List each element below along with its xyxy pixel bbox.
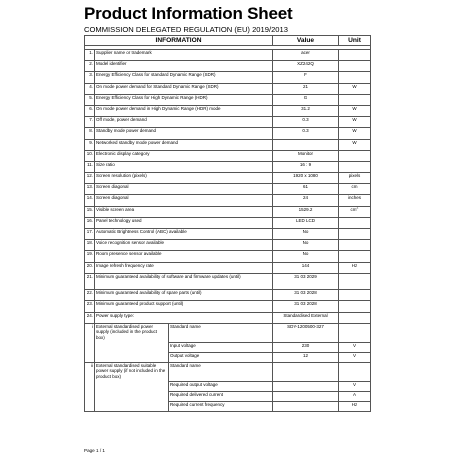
row-description: Minimum guaranteed availability of software and firmware updates (until) <box>95 273 273 290</box>
row-value: No <box>273 240 339 251</box>
row-unit <box>339 312 371 323</box>
row-number: 7. <box>85 117 95 128</box>
row-number: 16. <box>85 217 95 228</box>
row-unit: W <box>339 139 371 150</box>
table-row <box>85 290 371 301</box>
row-description: Energy Efficiency Class for standard Dynamic Range (SDR) <box>95 72 273 83</box>
row-value: G <box>273 94 339 105</box>
row-number: 15. <box>85 206 95 217</box>
table-row <box>85 105 371 116</box>
row-unit <box>339 61 371 72</box>
table-row <box>85 195 371 206</box>
row-value: 31 03 2028 <box>273 301 339 312</box>
row-unit: pixels <box>339 173 371 184</box>
row-unit <box>339 273 371 290</box>
row-number: 6. <box>85 105 95 116</box>
header-value: Value <box>273 36 339 46</box>
table-row <box>85 251 371 262</box>
row-number: 13. <box>85 184 95 195</box>
power-supply-field-value <box>273 381 339 391</box>
row-value: LED LCD <box>273 217 339 228</box>
row-value: acer <box>273 50 339 61</box>
table-row <box>85 273 371 290</box>
table-row <box>85 61 371 72</box>
power-supply-field-unit: V <box>339 381 371 391</box>
row-description: Minimum guaranteed availability of spare parts (until) <box>95 290 273 301</box>
power-supply-marker: i <box>85 323 95 362</box>
row-unit <box>339 290 371 301</box>
row-description: Screen resolution (pixels) <box>95 173 273 184</box>
row-value: 1920 x 1080 <box>273 173 339 184</box>
page-title: Product Information Sheet <box>84 4 293 23</box>
row-description: Minimum guaranteed product support (until) <box>95 301 273 312</box>
row-value: 1529.2 <box>273 206 339 217</box>
table-row <box>85 240 371 251</box>
power-supply-row <box>85 362 371 381</box>
table-body <box>85 46 371 412</box>
row-unit <box>339 301 371 312</box>
row-unit <box>339 217 371 228</box>
row-number: 18. <box>85 240 95 251</box>
table-row <box>85 206 371 217</box>
power-supply-marker: ii <box>85 362 95 411</box>
row-unit: cm <box>339 184 371 195</box>
row-value: 31 03 2028 <box>273 290 339 301</box>
power-supply-field-value <box>273 391 339 401</box>
power-supply-field-value <box>273 401 339 411</box>
row-value: No <box>273 251 339 262</box>
power-supply-field-label: Output voltage <box>169 352 273 362</box>
row-value: 31 03 2029 <box>273 273 339 290</box>
row-description: Power supply type: <box>95 312 273 323</box>
power-supply-field-unit: A <box>339 391 371 401</box>
row-unit: W <box>339 83 371 94</box>
row-number: 24. <box>85 312 95 323</box>
row-description: On mode power demand for Standard Dynamic Range (SDR) <box>95 83 273 94</box>
row-unit <box>339 240 371 251</box>
power-supply-field-label: Required output voltage <box>169 381 273 391</box>
power-supply-field-unit: V <box>339 352 371 362</box>
table-row <box>85 72 371 83</box>
row-value: 0.3 <box>273 128 339 139</box>
row-value: Monitor <box>273 150 339 161</box>
row-unit <box>339 50 371 61</box>
row-number: 4. <box>85 83 95 94</box>
row-number: 2. <box>85 61 95 72</box>
power-supply-field-unit: Hz <box>339 401 371 411</box>
regulation-subtitle: COMMISSION DELEGATED REGULATION (EU) 2019/2013 <box>84 25 288 34</box>
unit-superscript: 2 <box>356 206 359 210</box>
row-number: 10. <box>85 150 95 161</box>
table-row <box>85 139 371 150</box>
header-information: INFORMATION <box>85 36 273 46</box>
header-unit: Unit <box>339 36 371 46</box>
power-supply-description: External standardised suitable power supply (if not included in the product box) <box>95 362 169 411</box>
row-unit: W <box>339 105 371 116</box>
table-row <box>85 312 371 323</box>
row-number: 20. <box>85 262 95 273</box>
row-number: 9. <box>85 139 95 150</box>
power-supply-field-unit <box>339 362 371 381</box>
row-value: 31.2 <box>273 105 339 116</box>
row-description: Supplier name or trademark <box>95 50 273 61</box>
row-unit: $cm^2$ <box>339 206 371 217</box>
row-value: XZ242Q <box>273 61 339 72</box>
power-supply-field-label: Standard name <box>169 362 273 381</box>
row-unit <box>339 150 371 161</box>
row-value: F <box>273 72 339 83</box>
row-description: Model identifier <box>95 61 273 72</box>
power-supply-field-label: Required current frequency <box>169 401 273 411</box>
row-value: 0.3 <box>273 117 339 128</box>
row-number: 5. <box>85 94 95 105</box>
power-supply-field-label: Input voltage <box>169 342 273 352</box>
row-description: Voice recognition sensor available <box>95 240 273 251</box>
row-description: Visible screen area <box>95 206 273 217</box>
row-value: 61 <box>273 184 339 195</box>
power-supply-field-value: 230 <box>273 342 339 352</box>
row-number: 22. <box>85 290 95 301</box>
power-supply-field-value <box>273 362 339 381</box>
table-row <box>85 184 371 195</box>
table-row <box>85 262 371 273</box>
table-row <box>85 229 371 240</box>
power-supply-field-value: 12 <box>273 352 339 362</box>
row-number: 1. <box>85 50 95 61</box>
table-row <box>85 117 371 128</box>
row-unit: W <box>339 128 371 139</box>
row-number: 14. <box>85 195 95 206</box>
table-row <box>85 173 371 184</box>
information-table <box>84 35 371 412</box>
row-number: 12. <box>85 173 95 184</box>
row-description: On mode power demand in High Dynamic Range (HDR) mode <box>95 105 273 116</box>
row-description: Room presence sensor available <box>95 251 273 262</box>
row-value: 21 <box>273 83 339 94</box>
table-row <box>85 83 371 94</box>
table-row <box>85 217 371 228</box>
row-unit <box>339 251 371 262</box>
power-supply-description: External standardised power supply (included in the product box) <box>95 323 169 362</box>
row-description: Energy Efficiency Class for High Dynamic Range (HDR) <box>95 94 273 105</box>
row-value: No <box>273 229 339 240</box>
row-value <box>273 139 339 150</box>
table-row <box>85 94 371 105</box>
power-supply-field-unit <box>339 323 371 342</box>
row-description: Screen diagonal <box>95 184 273 195</box>
table-row <box>85 50 371 61</box>
row-unit <box>339 229 371 240</box>
row-description: Networked standby mode power demand <box>95 139 273 150</box>
row-value: 24 <box>273 195 339 206</box>
table-row <box>85 301 371 312</box>
row-value: Standardised External <box>273 312 339 323</box>
row-description: Image refresh frequency rate <box>95 262 273 273</box>
row-description: Panel technology used <box>95 217 273 228</box>
power-supply-field-label: Standard name <box>169 323 273 342</box>
row-value: 144 <box>273 262 339 273</box>
row-number: 3. <box>85 72 95 83</box>
table-row <box>85 150 371 161</box>
page-footer: Page 1 / 1 <box>84 448 105 453</box>
power-supply-field-unit: V <box>339 342 371 352</box>
row-unit: W <box>339 117 371 128</box>
row-value: 16 : 9 <box>273 161 339 172</box>
row-description: Size ratio <box>95 161 273 172</box>
table-row <box>85 161 371 172</box>
table-row <box>85 128 371 139</box>
row-unit <box>339 161 371 172</box>
row-number: 17. <box>85 229 95 240</box>
row-number: 21. <box>85 273 95 290</box>
row-unit: inches <box>339 195 371 206</box>
row-description: Screen diagonal <box>95 195 273 206</box>
row-unit <box>339 72 371 83</box>
row-number: 8. <box>85 128 95 139</box>
row-number: 19. <box>85 251 95 262</box>
row-description: Off mode, power demand <box>95 117 273 128</box>
row-unit <box>339 94 371 105</box>
row-description: Electronic display category <box>95 150 273 161</box>
row-unit: Hz <box>339 262 371 273</box>
row-description: Automatic Brightness Control (ABC) available <box>95 229 273 240</box>
power-supply-field-value: SDY-1200500-327 <box>273 323 339 342</box>
power-supply-row <box>85 323 371 342</box>
row-number: 11. <box>85 161 95 172</box>
row-number: 23. <box>85 301 95 312</box>
row-description: Standby mode power demand <box>95 128 273 139</box>
power-supply-field-label: Required delivered current <box>169 391 273 401</box>
